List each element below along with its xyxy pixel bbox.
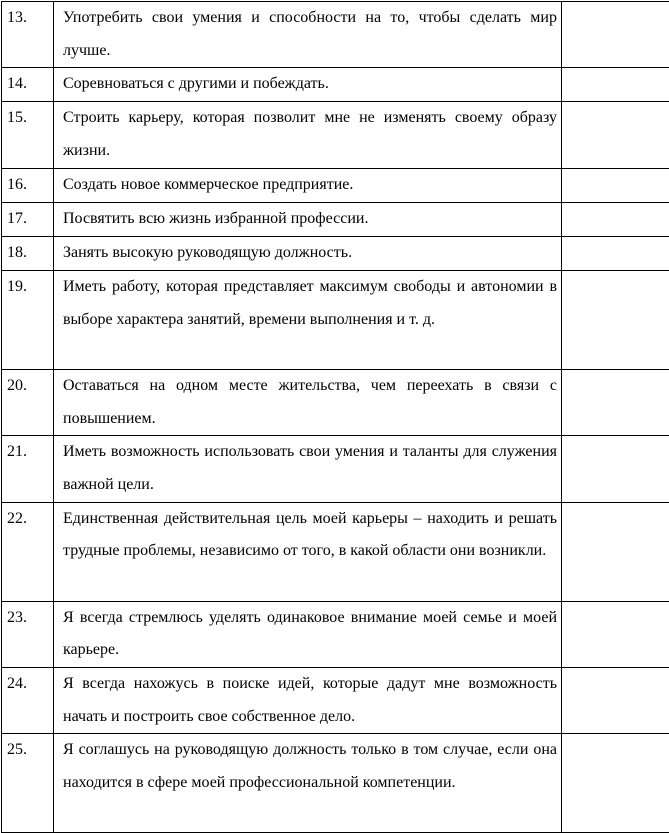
- table-row: [2, 734, 669, 833]
- item-number: 14.: [2, 68, 54, 102]
- item-statement-text: Создать новое коммерческое предприятие.: [63, 169, 557, 202]
- answer-cell[interactable]: [562, 102, 669, 168]
- item-statement-text: Соревноваться с другими и побеждать.: [63, 68, 557, 101]
- table-row: [2, 668, 669, 734]
- item-number: 23.: [2, 601, 54, 667]
- answer-cell[interactable]: [562, 202, 669, 236]
- answer-cell[interactable]: [562, 270, 669, 369]
- table-row: [2, 102, 669, 168]
- item-statement-text: Я всегда стремлюсь уделять одинаковое внимание моей семье и моей карьере.: [63, 602, 557, 667]
- answer-cell[interactable]: [562, 668, 669, 734]
- item-statement-text: Употребить свои умения и способности на то, чтобы сделать мир лучше.: [63, 2, 557, 67]
- item-statement-text: Оставаться на одном месте жительства, чем переехать в связи с повышением.: [63, 370, 557, 435]
- item-statement: [54, 668, 562, 734]
- table-row: [2, 436, 669, 502]
- item-statement-text: Единственная действительная цель моей карьеры – находить и решать трудные проблемы, независимо от того, в какой области они возникли.: [63, 503, 557, 568]
- item-statement: [54, 436, 562, 502]
- answer-cell[interactable]: [562, 68, 669, 102]
- item-statement-text: Занять высокую руководящую должность.: [63, 237, 557, 270]
- item-number: 13.: [2, 2, 54, 68]
- item-number: 19.: [2, 270, 54, 369]
- table-row: [2, 68, 669, 102]
- answer-cell[interactable]: [562, 436, 669, 502]
- answer-cell[interactable]: [562, 734, 669, 833]
- questionnaire-table: [1, 1, 669, 833]
- table-row: [2, 2, 669, 68]
- item-number: 20.: [2, 369, 54, 435]
- answer-cell[interactable]: [562, 236, 669, 270]
- item-statement: [54, 369, 562, 435]
- table-row: [2, 168, 669, 202]
- item-number: 18.: [2, 236, 54, 270]
- answer-cell[interactable]: [562, 2, 669, 68]
- item-statement: [54, 102, 562, 168]
- answer-cell[interactable]: [562, 369, 669, 435]
- table-row: [2, 236, 669, 270]
- item-statement: [54, 202, 562, 236]
- item-statement: [54, 734, 562, 833]
- table-row: [2, 369, 669, 435]
- item-statement-text: Строить карьеру, которая позволит мне не изменять своему образу жизни.: [63, 102, 557, 167]
- item-statement: [54, 236, 562, 270]
- item-number: 15.: [2, 102, 54, 168]
- table-row: [2, 601, 669, 667]
- answer-cell[interactable]: [562, 601, 669, 667]
- item-statement-text: Я всегда нахожусь в поиске идей, которые дадут мне возможность начать и построить свое собственное дело.: [63, 668, 557, 733]
- item-statement: [54, 2, 562, 68]
- item-statement-text: Иметь работу, которая представляет максимум свободы и автономии в выборе характера занятий, времени выполнения и т. д.: [63, 271, 557, 336]
- item-statement-text: Иметь возможность использовать свои умения и таланты для служения важной цели.: [63, 436, 557, 501]
- item-statement: [54, 502, 562, 601]
- item-number: 24.: [2, 668, 54, 734]
- table-row: [2, 270, 669, 369]
- item-number: 17.: [2, 202, 54, 236]
- table-row: [2, 502, 669, 601]
- item-number: 21.: [2, 436, 54, 502]
- item-number: 25.: [2, 734, 54, 833]
- item-number: 22.: [2, 502, 54, 601]
- item-statement: [54, 68, 562, 102]
- table-row: [2, 202, 669, 236]
- item-statement: [54, 168, 562, 202]
- item-statement-text: Посвятить всю жизнь избранной профессии.: [63, 203, 557, 236]
- item-statement: [54, 601, 562, 667]
- item-statement: [54, 270, 562, 369]
- answer-cell[interactable]: [562, 502, 669, 601]
- answer-cell[interactable]: [562, 168, 669, 202]
- item-number: 16.: [2, 168, 54, 202]
- questionnaire-table-body: [2, 2, 669, 833]
- item-statement-text: Я соглашусь на руководящую должность только в том случае, если она находится в сфере моей профессиональной компетенции.: [63, 734, 557, 799]
